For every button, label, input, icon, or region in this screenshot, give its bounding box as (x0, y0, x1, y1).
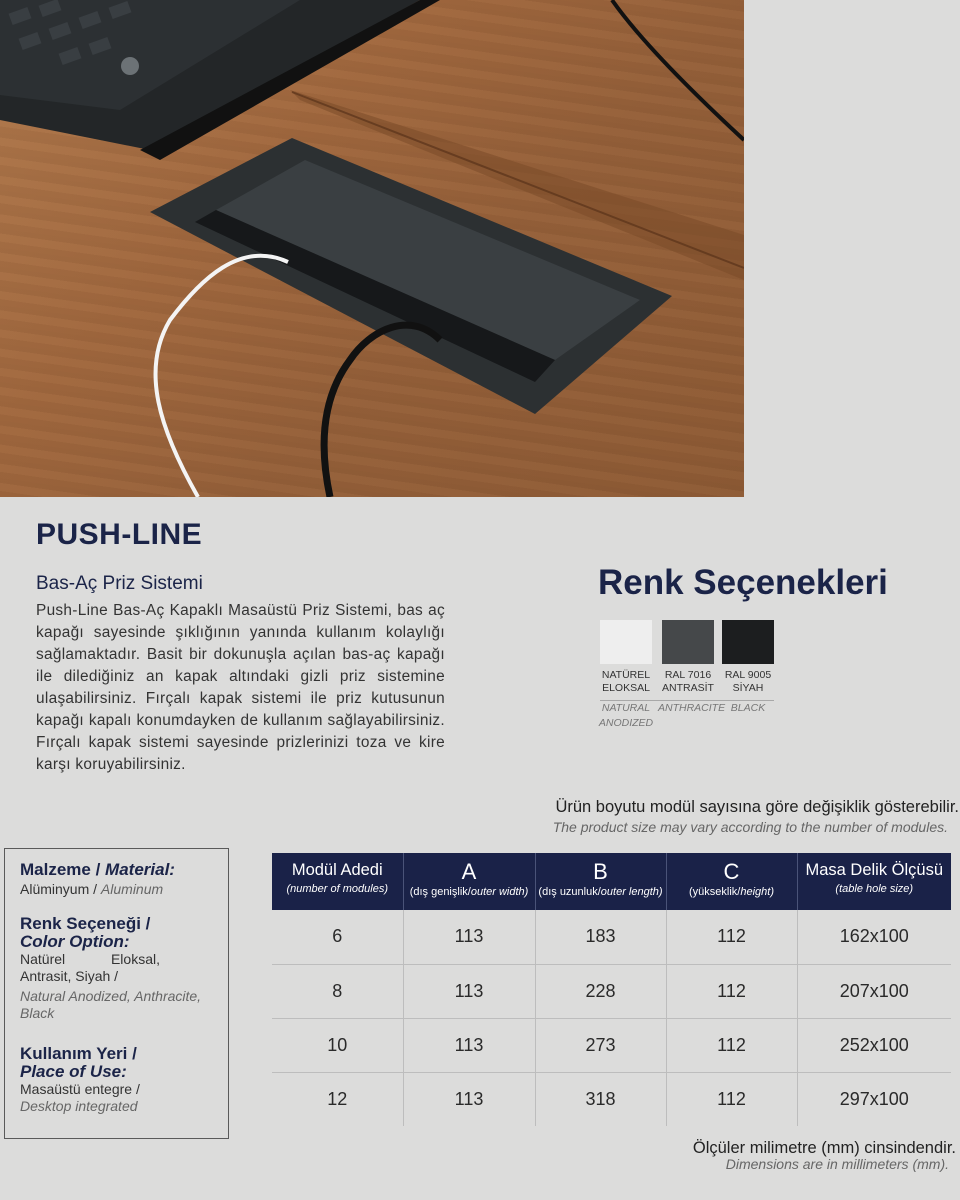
header-b (535, 853, 666, 910)
cell-a: 113 (403, 1018, 535, 1072)
spec-material-value: Alüminyum / (20, 881, 98, 897)
cell-a: 113 (403, 964, 535, 1018)
product-photo (0, 0, 744, 497)
swatch-natural (600, 620, 652, 664)
header-a-sub: (dış genişlik/ (409, 886, 471, 898)
cell-b: 273 (535, 1018, 666, 1072)
cell-b: 183 (535, 910, 666, 964)
color-option-natural (597, 620, 655, 731)
cell-modules: 10 (272, 1018, 403, 1072)
header-c-label: C (723, 859, 740, 884)
header-b-sub: (dış uzunluk/ (538, 886, 601, 898)
header-hole-size-sub: (table hole size) (835, 883, 914, 895)
spec-color-value-en: Natural Anodized, Anthracite, Black (20, 988, 202, 1021)
spec-material-label-en: Material: (105, 860, 175, 879)
spec-box (4, 848, 229, 1139)
cell-c: 112 (666, 910, 797, 964)
spec-place-label-en: Place of Use: (20, 1062, 127, 1081)
table-row (272, 964, 951, 1018)
product-description: Push-Line Bas-Aç Kapaklı Masaüstü Priz Sistemi, bas aç kapağı sayesinde şıklığının yanında kullanım kolaylığı sağlamaktadır. Basit bir dokunuşla açılan bas-aç kapağı ile dilediğiniz an kapak altındaki gizli priz sistemine ulaşabilirsiniz. Fırçalı kapak sistemi ile priz kutusunun kapağı kapalı konumdayken de kullanım sağlayabilirsiniz. Fırçalı kapak sistemi sayesinde prizlerinizi toza ve kire karşı koruyabilirsiniz. (36, 602, 445, 773)
swatch-anthracite (662, 620, 714, 664)
cell-modules: 6 (272, 910, 403, 964)
cell-c: 112 (666, 964, 797, 1018)
product-subtitle: Bas-Aç Priz Sistemi (36, 573, 203, 594)
spec-place-value: Masaüstü entegre / (20, 1081, 140, 1097)
size-note: Ürün boyutu modül sayısına göre değişiklik gösterebilir. (555, 798, 959, 816)
table-row (272, 910, 951, 964)
swatch-anthracite-label-2: ANTRASİT (662, 682, 714, 694)
color-options-title: Renk Seçenekleri (598, 563, 888, 602)
spec-color-value: Natürel Eloksal, Antrasit, Siyah / (20, 951, 160, 984)
dimensions-table (272, 853, 951, 1126)
units-note-en: Dimensions are in millimeters (mm). (725, 1156, 949, 1172)
swatch-natural-label-2: ELOKSAL (602, 682, 650, 694)
cell-a: 113 (403, 910, 535, 964)
product-photo-illustration (0, 0, 744, 497)
cell-b: 318 (535, 1072, 666, 1126)
header-c-sub-en: height) (740, 886, 774, 898)
cell-c: 112 (666, 1018, 797, 1072)
cell-b: 228 (535, 964, 666, 1018)
spec-color (20, 915, 220, 1022)
cell-hole-size: 207x100 (797, 964, 951, 1018)
spec-material-value-en: Aluminum (100, 881, 164, 897)
header-c-sub: (yükseklik/ (689, 886, 741, 898)
spec-place-value-en: Desktop integrated (20, 1098, 138, 1114)
header-hole-size (797, 853, 951, 910)
header-module-count-label: Modül Adedi (291, 861, 383, 879)
spec-place (20, 1045, 220, 1115)
header-c (666, 853, 797, 910)
table-row (272, 1018, 951, 1072)
spec-place-label: Kullanım Yeri / (20, 1044, 137, 1063)
header-module-count-sub: (number of modules) (286, 883, 388, 895)
header-b-label: B (593, 859, 608, 884)
cell-modules: 12 (272, 1072, 403, 1126)
table-header-row (272, 853, 951, 910)
cell-a: 113 (403, 1072, 535, 1126)
table-row (272, 1072, 951, 1126)
product-title: PUSH-LINE (36, 518, 203, 551)
units-note: Ölçüler milimetre (mm) cinsindendir. (692, 1139, 956, 1157)
color-option-anthracite (658, 620, 726, 716)
cell-c: 112 (666, 1072, 797, 1126)
cell-hole-size: 252x100 (797, 1018, 951, 1072)
header-module-count (272, 853, 403, 910)
swatch-black-label-2: SİYAH (732, 682, 764, 694)
swatch-black-label-en: BLACK (730, 702, 766, 714)
spec-material (20, 861, 220, 898)
spec-color-label: Renk Seçeneği / (20, 914, 151, 933)
header-a-label: A (461, 859, 477, 884)
header-a (403, 853, 535, 910)
color-option-black (719, 620, 777, 716)
size-note-en: The product size may vary according to the number of modules. (552, 819, 948, 835)
cell-modules: 8 (272, 964, 403, 1018)
swatch-black-label-1: RAL 9005 (724, 669, 772, 681)
cell-hole-size: 162x100 (797, 910, 951, 964)
swatch-divider (600, 700, 774, 701)
cell-hole-size: 297x100 (839, 1088, 909, 1109)
spec-color-label-en: Color Option: (20, 932, 130, 951)
header-a-sub-en: outer width) (470, 886, 529, 898)
header-hole-size-label: Masa Delik Ölçüsü (805, 861, 944, 879)
swatch-natural-label-en: NATURAL ANODIZED (598, 702, 654, 729)
header-b-sub-en: outer length) (600, 886, 663, 898)
spec-material-label: Malzeme / (20, 860, 101, 879)
swatch-anthracite-label-en: ANTHRACITE (658, 702, 726, 714)
swatch-anthracite-label-1: RAL 7016 (664, 669, 712, 681)
swatch-black (722, 620, 774, 664)
swatch-natural-label-1: NATÜREL (601, 669, 651, 681)
